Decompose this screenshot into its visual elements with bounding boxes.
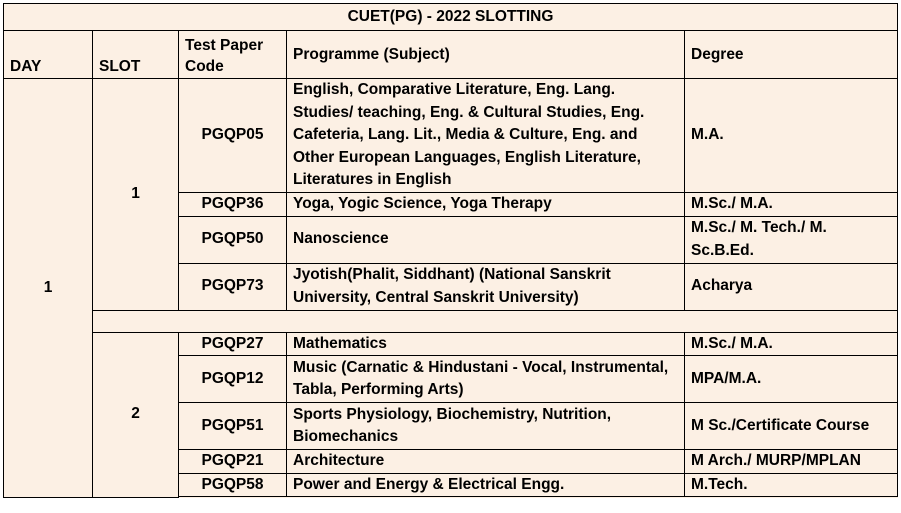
programme-cell: English, Comparative Literature, Eng. Lang. Studies/ teaching, Eng. & Cultural Studies, Eng. Cafeteria, Lang. Lit., Media & Culture, Eng. and Other European Languages, English Literature, Literatures in English: [287, 79, 685, 193]
table-row: [4, 79, 898, 193]
slotting-table: [3, 3, 898, 498]
spacer-cell: [93, 310, 898, 332]
title-row: [4, 4, 898, 31]
code-cell: PGQP58: [179, 473, 287, 497]
spacer-row: [4, 310, 898, 332]
programme-cell: Architecture: [287, 450, 685, 474]
degree-cell: M.A.: [685, 79, 898, 193]
programme-cell: Yoga, Yogic Science, Yoga Therapy: [287, 193, 685, 217]
degree-cell: Acharya: [685, 263, 898, 310]
degree-cell: MPA/M.A.: [685, 356, 898, 403]
header-day: DAY: [4, 31, 93, 79]
programme-cell: Power and Energy & Electrical Engg.: [287, 473, 685, 497]
programme-cell: Music (Carnatic & Hindustani - Vocal, Instrumental, Tabla, Performing Arts): [287, 356, 685, 403]
header-code: Test Paper Code: [179, 31, 287, 79]
code-cell: PGQP05: [179, 79, 287, 193]
day-cell: 1: [4, 79, 93, 498]
degree-cell: M.Tech.: [685, 473, 898, 497]
degree-cell: M.Sc./ M.A.: [685, 193, 898, 217]
degree-cell: M Sc./Certificate Course: [685, 403, 898, 450]
header-degree: Degree: [685, 31, 898, 79]
code-cell: PGQP73: [179, 263, 287, 310]
code-cell: PGQP50: [179, 216, 287, 263]
degree-cell: M.Sc./ M.A.: [685, 332, 898, 356]
code-cell: PGQP21: [179, 450, 287, 474]
code-cell: PGQP27: [179, 332, 287, 356]
programme-cell: Jyotish(Phalit, Siddhant) (National Sanskrit University, Central Sanskrit University): [287, 263, 685, 310]
table-title: CUET(PG) - 2022 SLOTTING: [4, 4, 898, 31]
header-slot: SLOT: [93, 31, 179, 79]
slot-cell: 1: [93, 79, 179, 311]
programme-cell: Sports Physiology, Biochemistry, Nutrition, Biomechanics: [287, 403, 685, 450]
programme-cell: Mathematics: [287, 332, 685, 356]
degree-cell: M Arch./ MURP/MPLAN: [685, 450, 898, 474]
header-programme: Programme (Subject): [287, 31, 685, 79]
header-row: [4, 31, 898, 79]
code-cell: PGQP36: [179, 193, 287, 217]
table-row: [4, 332, 898, 356]
code-cell: PGQP12: [179, 356, 287, 403]
degree-cell: M.Sc./ M. Tech./ M. Sc.B.Ed.: [685, 216, 898, 263]
slot-cell: 2: [93, 332, 179, 497]
programme-cell: Nanoscience: [287, 216, 685, 263]
code-cell: PGQP51: [179, 403, 287, 450]
